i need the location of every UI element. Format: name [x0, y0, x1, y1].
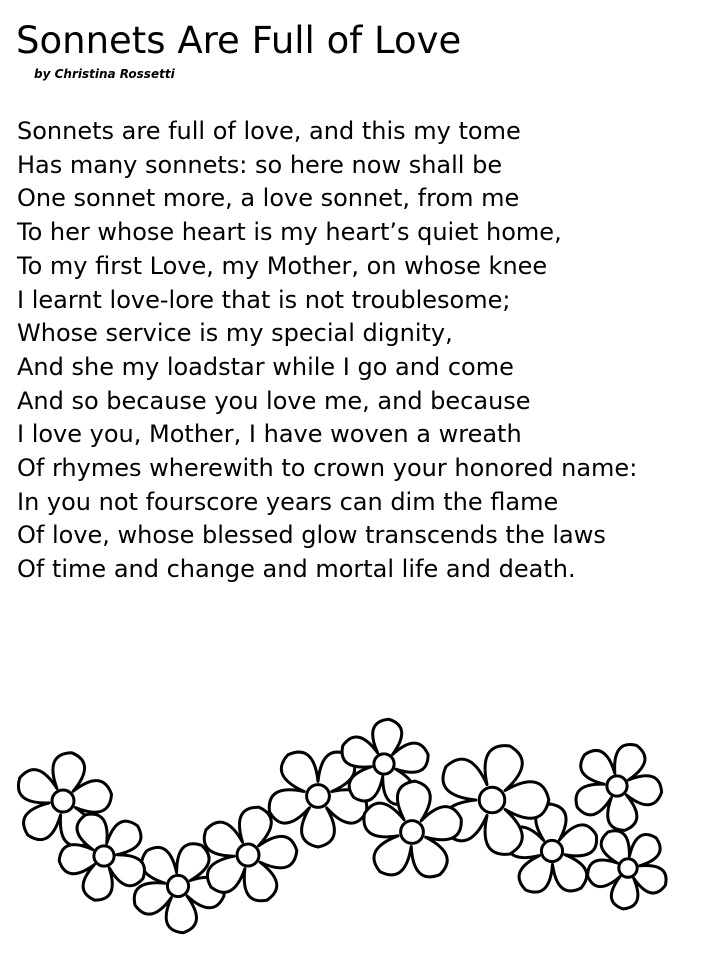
- author-byline: by Christina Rossetti: [34, 67, 175, 81]
- poem-line: Whose service is my special dignity,: [17, 319, 453, 348]
- poem-line: One sonnet more, a love sonnet, from me: [17, 184, 520, 213]
- poem-text: [17, 115, 637, 587]
- poem-line: In you not fourscore years can dim the flame: [17, 487, 559, 516]
- poem-line: To her whose heart is my heart’s quiet home,: [17, 218, 562, 247]
- flower-icon: [576, 745, 662, 831]
- page-title: Sonnets Are Full of Love: [16, 19, 462, 62]
- poem-line: Of rhymes wherewith to crown your honored name:: [17, 454, 638, 483]
- flower-icon: [364, 781, 461, 877]
- flower-border-icon: [0, 700, 718, 957]
- poem-line: Has many sonnets: so here now shall be: [17, 150, 503, 179]
- poem-line: To my first Love, my Mother, on whose knee: [17, 251, 548, 280]
- poem-line: Of love, whose blessed glow transcends the laws: [17, 521, 606, 550]
- poem-line: And so because you love me, and because: [17, 386, 531, 415]
- poem-line: I love you, Mother, I have woven a wreath: [17, 420, 522, 449]
- poem-line: And she my loadstar while I go and come: [17, 352, 514, 381]
- poem-line: Of time and change and mortal life and death.: [17, 555, 576, 584]
- poem-line: I learnt love-lore that is not troublesome;: [17, 285, 511, 314]
- poem-line: Sonnets are full of love, and this my tome: [17, 117, 521, 145]
- flower-icon: [588, 831, 666, 909]
